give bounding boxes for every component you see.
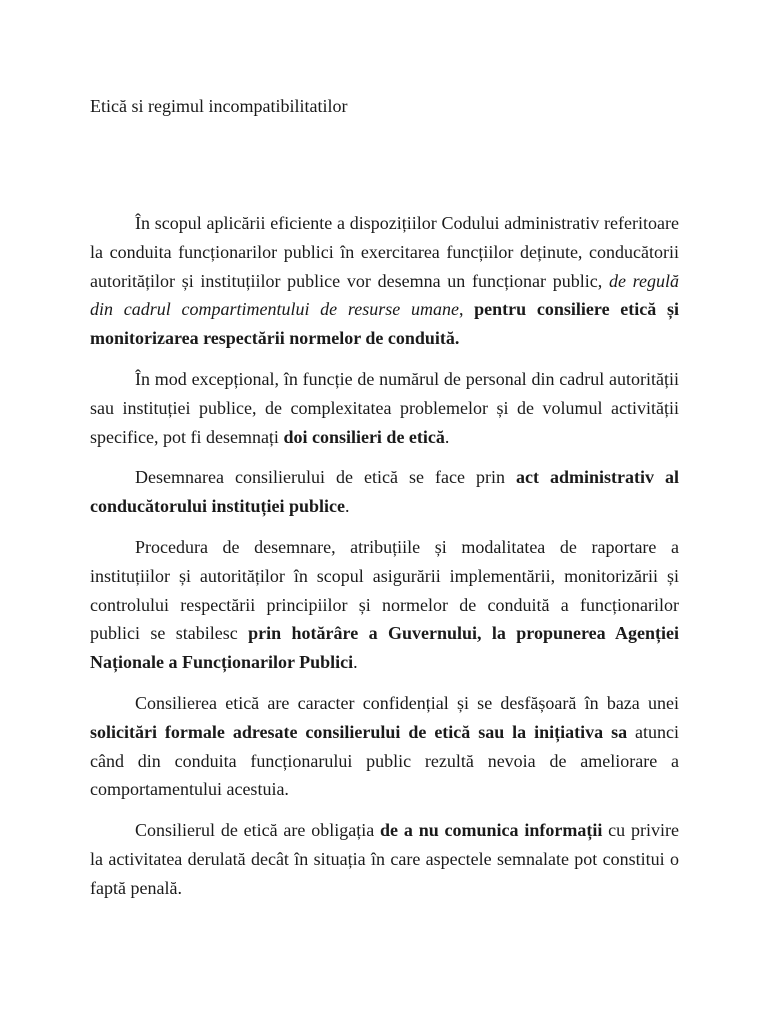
text-run: În scopul aplicării eficiente a dispozițiilor Codului administrativ referitoare la conduita funcționarilor publici în exercitarea funcțiilor deținute, conducătorii autorităților și instituțiilor publice vor desemna un funcționar public, <box>90 213 679 291</box>
paragraph-confidential <box>90 689 679 804</box>
paragraph-act <box>90 463 679 521</box>
text-run-italic: de regulă din cadrul compartimentului de resurse umane <box>90 270 679 320</box>
text-run: atunci când din conduita funcționarului public rezultă nevoia de ameliorare a comportamentului acestuia. <box>90 721 679 800</box>
document-body <box>90 209 679 915</box>
text-run: Consilierea etică are caracter confidențial și se desfășoară în baza unei <box>135 692 679 713</box>
document-title: Etică si regimul incompatibilitatilor <box>90 96 348 116</box>
text-run-bold: act administrativ al conducătorului instituției publice <box>90 467 679 517</box>
paragraph-designation <box>90 209 679 353</box>
text-run-bold: solicitări formale adresate consilierului de etică sau la inițiativa sa <box>90 721 628 742</box>
text-run-bold: pentru consiliere etică și monitorizarea respectării normelor de conduită. <box>90 299 679 349</box>
paragraph-procedure <box>90 533 679 677</box>
paragraph-exceptional <box>90 365 679 451</box>
text-run: . <box>444 426 450 447</box>
text-run-bold: prin hotărâre a Guvernului, la propunerea Agenției Naționale a Funcționarilor Publici <box>90 623 679 673</box>
text-run: Desemnarea consilierului de etică se face prin <box>135 467 516 488</box>
text-run: Procedura de desemnare, atribuțiile și modalitatea de raportare a instituțiilor și autorităților în scopul asigurării implementării, monitorizării și controlului respectării principiilor și normelor de conduită a funcționarilor publici se stabilesc <box>90 536 679 644</box>
text-run: În mod excepțional, în funcție de numărul de personal din cadrul autorității sau instituției publice, de complexitatea problemelor și de volumul activității specifice, pot fi desemnați <box>90 368 679 447</box>
text-run: cu privire la activitatea derulată decât în situația în care aspectele semnalate pot constitui o faptă penală. <box>90 820 679 898</box>
text-run: Consilierul de etică are obligația <box>135 820 381 841</box>
text-run: . <box>345 496 350 517</box>
text-run: . <box>353 652 358 673</box>
text-run: , <box>458 299 475 320</box>
text-run-bold: de a nu comunica informații <box>380 820 603 841</box>
paragraph-obligation <box>90 816 679 902</box>
text-run-bold: doi consilieri de etică <box>283 426 445 447</box>
